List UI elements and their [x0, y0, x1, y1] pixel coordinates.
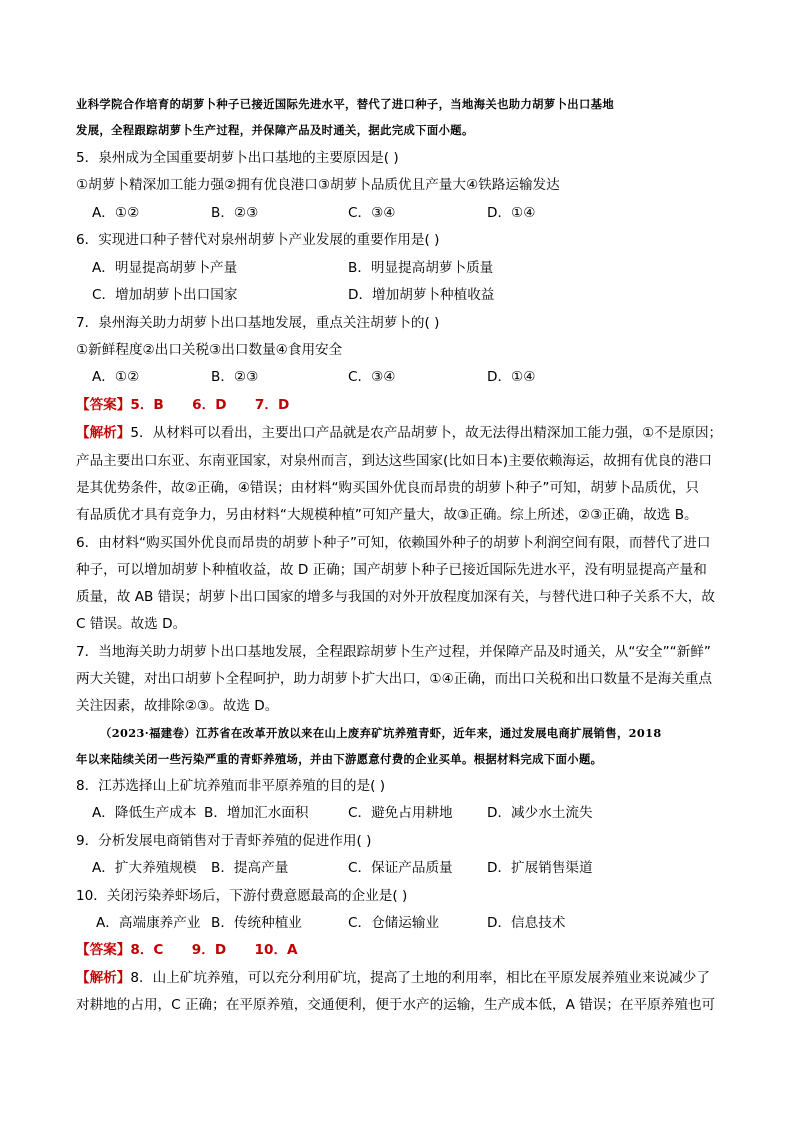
analysis-line: [76, 423, 722, 443]
answer-values: 5．B 6．D 7．D: [130, 397, 290, 413]
option-d: D．信息技术: [487, 915, 566, 931]
analysis-text: 关注因素，故排除②③。故选 D。: [76, 698, 279, 714]
analysis-text: 8．山上矿坑养殖，可以充分利用矿坑，提高了土地的利用率，相比在平原发展养殖业来说减少了: [130, 970, 710, 986]
answer-label: 【答案】: [76, 942, 131, 958]
option-c: C．仓储运输业: [348, 915, 440, 931]
option-c: C．避免占用耕地: [348, 805, 453, 821]
option-c: C．增加胡萝卜出口国家: [92, 287, 238, 303]
analysis-text: 有品质优才具有竞争力，另由材料“大规模种植”可知产量大，故③正确。综上所述，②③正确，故选 B。: [76, 507, 698, 523]
material-text-line: 业科学院合作培育的胡萝卜种子已接近国际先进水平，替代了进口种子，当地海关也助力胡萝卜出口基地: [76, 97, 615, 111]
question-7-stem: 7．泉州海关助力胡萝卜出口基地发展，重点关注胡萝卜的( ): [76, 315, 440, 331]
option-a: A．高端康养产业: [96, 915, 201, 931]
analysis-text: 对耕地的占用，C 正确；在平原养殖，交通便利，便于水产的运输，生产成本低，A 错误；在平原养殖也可: [76, 997, 716, 1013]
material-text-line: （2023·福建卷）江苏省在改革开放以来在山上废弃矿坑养殖青虾，近年来，通过发展电商扩展销售，2018: [100, 726, 662, 740]
answer-label: 【答案】: [76, 397, 131, 413]
analysis-text: 产品主要出口东亚、东南亚国家，对泉州而言，到达这些国家(比如日本)主要依赖海运，故拥有优良的港口: [76, 453, 712, 469]
option-d: D．扩展销售渠道: [487, 860, 593, 876]
question-6-stem: 6．实现进口种子替代对泉州胡萝卜产业发展的重要作用是( ): [76, 232, 440, 248]
option-a: A．①②: [92, 205, 140, 221]
question-8-stem: 8．江苏选择山上矿坑养殖而非平原养殖的目的是( ): [76, 778, 386, 794]
option-c: C．③④: [348, 369, 396, 385]
analysis-text: 7．当地海关助力胡萝卜出口基地发展，全程跟踪胡萝卜生产过程，并保障产品及时通关，从“安全”“新鲜”: [76, 644, 711, 660]
analysis-text: 5．从材料可以看出，主要出口产品就是农产品胡萝卜，故无法得出精深加工能力强，①不是原因；: [130, 425, 723, 441]
option-a: A．降低生产成本: [92, 805, 197, 821]
analysis-text: 6．由材料“购买国外优良而昂贵的胡萝卜种子”可知，依赖国外种子的胡萝卜利润空间有限，而替代了进口: [76, 535, 711, 551]
analysis-label: 【解析】: [76, 970, 131, 986]
option-b: B．增加汇水面积: [204, 805, 309, 821]
option-c: C．③④: [348, 205, 396, 221]
analysis-text: 是其优势条件，故②正确，④错误；由材料“购买国外优良而昂贵的胡萝卜种子”可知，胡萝卜品质优，只: [76, 480, 699, 496]
option-c: C．保证产品质量: [348, 860, 453, 876]
option-d: D．增加胡萝卜种植收益: [348, 287, 495, 303]
analysis-text: C 错误。故选 D。: [76, 616, 187, 632]
answer-values: 8．C 9．D 10．A: [130, 942, 298, 958]
answer-line: [76, 395, 289, 415]
question-10-stem: 10．关闭污染养虾场后，下游付费意愿最高的企业是( ): [76, 888, 408, 904]
option-b: B．②③: [211, 369, 259, 385]
option-a: A．扩大养殖规模: [92, 860, 197, 876]
option-b: B．②③: [211, 205, 259, 221]
analysis-text: 两大关键，对出口胡萝卜全程呵护，助力胡萝卜扩大出口，①④正确，而出口关税和出口数量不是海关重点: [76, 671, 713, 687]
answer-line: [76, 940, 298, 960]
question-5-stem: 5．泉州成为全国重要胡萝卜出口基地的主要原因是( ): [76, 150, 399, 166]
option-b: B．传统种植业: [211, 915, 302, 931]
analysis-text: 质量，故 AB 错误；胡萝卜出口国家的增多与我国的对外开放程度加深有关，与替代进口种子关系不大，故: [76, 589, 715, 605]
material-text-line: 发展，全程跟踪胡萝卜生产过程，并保障产品及时通关，据此完成下面小题。: [76, 123, 474, 137]
option-a: A．明显提高胡萝卜产量: [92, 260, 238, 276]
option-d: D．减少水土流失: [487, 805, 593, 821]
analysis-line: [76, 968, 710, 988]
analysis-label: 【解析】: [76, 425, 131, 441]
question-5-items: ①胡萝卜精深加工能力强②拥有优良港口③胡萝卜品质优且产量大④铁路运输发达: [76, 177, 560, 193]
option-b: B．提高产量: [211, 860, 289, 876]
option-d: D．①④: [487, 369, 536, 385]
option-b: B．明显提高胡萝卜质量: [348, 260, 494, 276]
option-a: A．①②: [92, 369, 140, 385]
question-7-items: ①新鲜程度②出口关税③出口数量④食用安全: [76, 342, 343, 358]
analysis-text: 种子，可以增加胡萝卜种植收益，故 D 正确；国产胡萝卜种子已接近国际先进水平，没有明显提高产量和: [76, 562, 707, 578]
question-9-stem: 9．分析发展电商销售对于青虾养殖的促进作用( ): [76, 833, 372, 849]
material-text-line: 年以来陆续关闭一些污染严重的青虾养殖场，并由下游愿意付费的企业买单。根据材料完成下面小题。: [76, 752, 603, 766]
option-d: D．①④: [487, 205, 536, 221]
